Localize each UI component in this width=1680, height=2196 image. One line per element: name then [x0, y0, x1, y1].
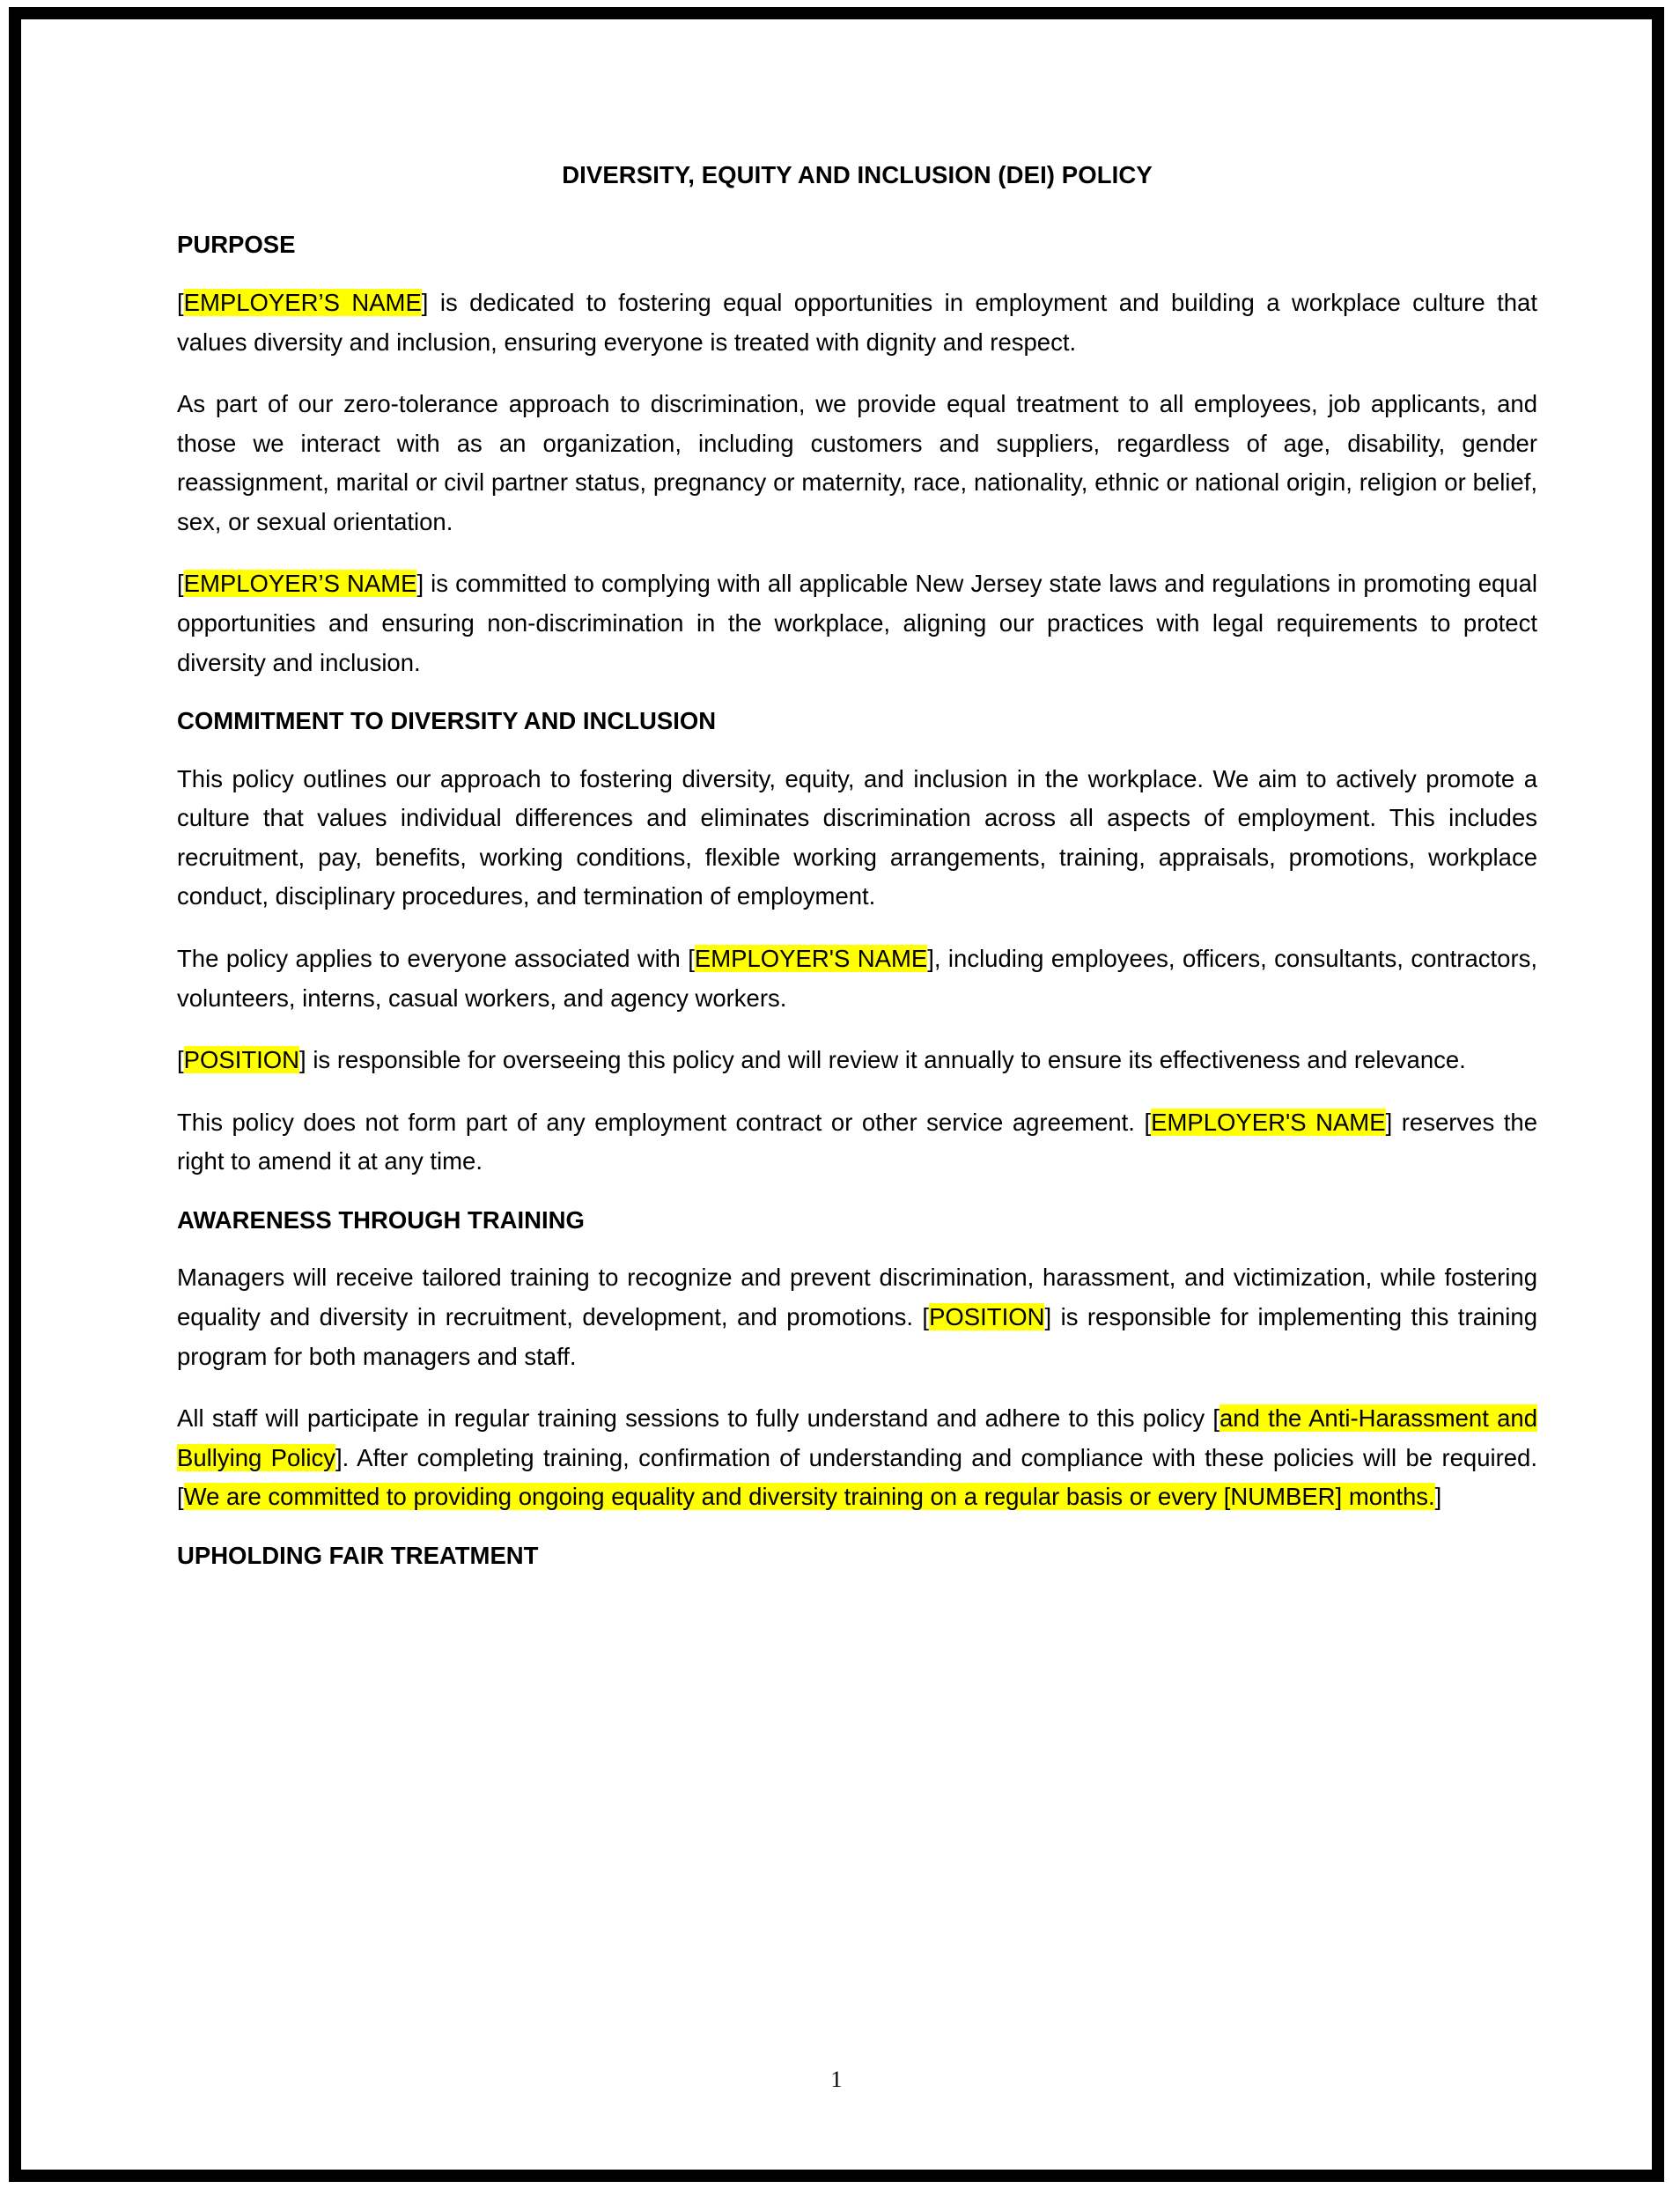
- page-title: DIVERSITY, EQUITY AND INCLUSION (DEI) POLICY: [562, 161, 1153, 188]
- paragraph-text: ] is committed to complying with all applicable New Jersey state laws and regulations in promoting equal opportunities and ensuring non-discrimination in the workplace, aligning our practices with legal requirements to protect diversity and inclusion.: [177, 570, 1537, 676]
- page-number: 1: [830, 2067, 843, 2092]
- section-heading-fair-treatment: UPHOLDING FAIR TREATMENT: [177, 1541, 539, 1569]
- placeholder-employer-name: EMPLOYER'S NAME: [1151, 1108, 1386, 1136]
- paragraph-text: All staff will participate in regular training sessions to fully understand and adhere to this policy [: [177, 1404, 1219, 1433]
- paragraph-text: ], including employees, officers, consultants, contractors, volunteers, interns, casual workers, and agency workers.: [177, 944, 1537, 1012]
- bracket-open: [: [177, 289, 184, 317]
- document-body: [177, 160, 1537, 1595]
- placeholder-employer-name: EMPLOYER’S NAME: [183, 570, 417, 598]
- placeholder-position: POSITION: [183, 1046, 300, 1074]
- page-canvas: [21, 19, 1652, 2170]
- paragraph-commitment-2: [177, 940, 1537, 1018]
- paragraph-text: ]. After completing training, confirmation of understanding and compliance with these policies will be required. [: [177, 1443, 1537, 1511]
- paragraph-text: ] is dedicated to fostering equal opportunities in employment and building a workplace culture that values diversity and inclusion, ensuring everyone is treated with dignity and respect.: [177, 289, 1537, 356]
- placeholder-employer-name: EMPLOYER’S NAME: [183, 289, 422, 317]
- paragraph-text: The policy applies to everyone associated with [: [177, 944, 695, 972]
- placeholder-position: POSITION: [929, 1303, 1045, 1331]
- paragraph-training-2: [177, 1399, 1537, 1517]
- section-heading-commitment: COMMITMENT TO DIVERSITY AND INCLUSION: [177, 707, 717, 735]
- paragraph-purpose-1: [177, 284, 1537, 362]
- section-heading-purpose: PURPOSE: [177, 231, 296, 259]
- placeholder-ongoing-training-clause: We are committed to providing ongoing equality and diversity training on a regular basis or every [NUMBER] months.: [183, 1483, 1435, 1511]
- bracket-open: [: [177, 1046, 184, 1074]
- section-heading-training: AWARENESS THROUGH TRAINING: [177, 1205, 585, 1234]
- paragraph-text: ]: [1434, 1483, 1442, 1511]
- paragraph-text: Managers will receive tailored training to recognize and prevent discrimination, harassment, and victimization, while fostering equality and diversity in recruitment, development, and promotions. [: [177, 1264, 1537, 1331]
- paragraph-commitment-4: [177, 1103, 1537, 1182]
- page-border-frame: [9, 7, 1664, 2182]
- bracket-open: [: [177, 570, 184, 598]
- paragraph-text: This policy does not form part of any employment contract or other service agreement. [: [177, 1108, 1152, 1136]
- paragraph-commitment-1: This policy outlines our approach to fostering diversity, equity, and inclusion in the workplace. We aim to actively promote a culture that values individual differences and eliminates discrimination across all aspects of employment. This includes recruitment, pay, benefits, working conditions, flexible working arrangements, training, appraisals, promotions, workplace conduct, disciplinary procedures, and termination of employment.: [177, 764, 1537, 910]
- placeholder-anti-harassment-policy: and the Anti-Harassment and Bullying Policy: [177, 1404, 1538, 1471]
- paragraph-text: ] reserves the right to amend it at any time.: [177, 1108, 1537, 1175]
- paragraph-text: ] is responsible for overseeing this policy and will review it annually to ensure its effectiveness and relevance.: [299, 1046, 1466, 1074]
- paragraph-purpose-3: [177, 564, 1537, 682]
- paragraph-training-1: [177, 1258, 1537, 1376]
- placeholder-employer-name: EMPLOYER'S NAME: [694, 944, 928, 972]
- paragraph-text: ] is responsible for implementing this training program for both managers and staff.: [177, 1303, 1537, 1370]
- paragraph-commitment-3: [177, 1041, 1537, 1080]
- paragraph-purpose-2: As part of our zero-tolerance approach to discrimination, we provide equal treatment to all employees, job applicants, and those we interact with as an organization, including customers and suppliers, regardless of age, disability, gender reassignment, marital or civil partner status, pregnancy or maternity, race, nationality, ethnic or national origin, religion or belief, sex, or sexual orientation.: [177, 390, 1537, 535]
